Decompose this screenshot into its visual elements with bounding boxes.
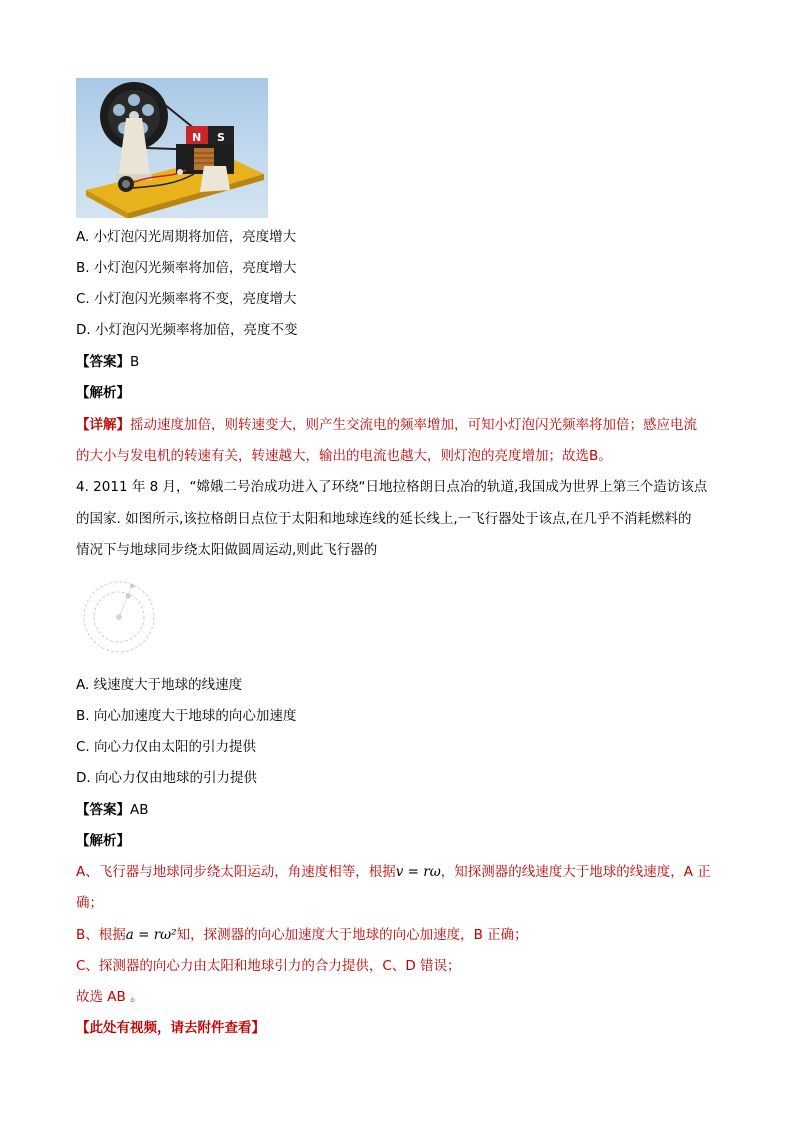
magnet-n-label: N: [192, 131, 202, 144]
q3-answer: [76, 352, 139, 372]
q4-option-c: C. 向心力仅由太阳的引力提供: [76, 739, 257, 755]
q4-stem-line3: 情况下与地球同步绕太阳做圆周运动,则此飞行器的: [76, 542, 378, 558]
q4-option-a: A. 线速度大于地球的线速度: [76, 677, 243, 693]
q4-option-d: D. 向心力仅由地球的引力提供: [76, 770, 257, 786]
q4-formula-acceleration: a = rω²: [125, 927, 177, 943]
q4-conclusion: 故选 AB 。: [76, 989, 144, 1005]
q3-option-d: D. 小灯泡闪光频率将加倍，亮度不变: [76, 322, 298, 338]
q3-analysis-tag: 【解析】: [76, 385, 130, 401]
q4-solution-b: [76, 925, 528, 945]
q3-answer-tag: 【答案】: [76, 354, 130, 370]
q4-solution-a: [76, 862, 711, 882]
q4-solution-c: C、探测器的向心力由太阳和地球引力的合力提供，C、D 错误；: [76, 958, 461, 974]
q4-solution-a-cont: 确；: [76, 895, 103, 911]
q3-detail-text1: 摇动速度加倍，则转速变大，则产生交流电的频率增加，可知小灯泡闪光频率将加倍；感应电流: [130, 417, 697, 433]
q4-answer: [76, 800, 149, 820]
q4-solution-b-post: 知，探测器的向心加速度大于地球的向心加速度，B 正确；: [176, 927, 528, 943]
q3-detail-tag: 【详解】: [76, 417, 130, 433]
q3-detail-line2: 的大小与发电机的转速有关，转速越大，输出的电流也越大，则灯泡的亮度增加；故选B。: [76, 448, 612, 464]
q3-option-c: C. 小灯泡闪光频率将不变，亮度增大: [76, 291, 297, 307]
q4-answer-tag: 【答案】: [76, 802, 130, 818]
orbit-diagram: [80, 578, 158, 656]
q4-formula-velocity: v = rω: [395, 864, 441, 880]
q4-stem-line1: 4. 2011 年 8 月，“嫦娥二号治成功进入了环绕“日地拉格朗日点冶的轨道,我国成为世界上第三个造访该点: [76, 479, 708, 495]
q4-solution-a-pre: A、飞行器与地球同步绕太阳运动，角速度相等，根据: [76, 864, 396, 880]
q4-analysis-tag: 【解析】: [76, 833, 130, 849]
orbit-illustration: [80, 578, 158, 656]
q4-option-b: B. 向心加速度大于地球的向心加速度: [76, 708, 297, 724]
q4-video-note: 【此处有视频，请去附件查看】: [76, 1020, 265, 1036]
q4-solution-b-pre: B、根据: [76, 927, 126, 943]
q3-option-b: B. 小灯泡闪光频率将加倍，亮度增大: [76, 260, 297, 276]
q3-detail-line1: [76, 415, 697, 435]
q3-option-a: A. 小灯泡闪光周期将加倍，亮度增大: [76, 229, 297, 245]
q4-answer-value: AB: [130, 802, 149, 818]
generator-photo: [76, 78, 268, 218]
q3-answer-value: B: [130, 354, 140, 370]
magnet-s-label: S: [217, 131, 225, 144]
q4-stem-line2: 的国家. 如图所示,该拉格朗日点位于太阳和地球连线的延长线上,一飞行器处于该点,在几乎不消耗燃料的: [76, 511, 692, 527]
generator-illustration: [76, 78, 268, 218]
q4-solution-a-post: ，知探测器的线速度大于地球的线速度，A 正: [440, 864, 711, 880]
